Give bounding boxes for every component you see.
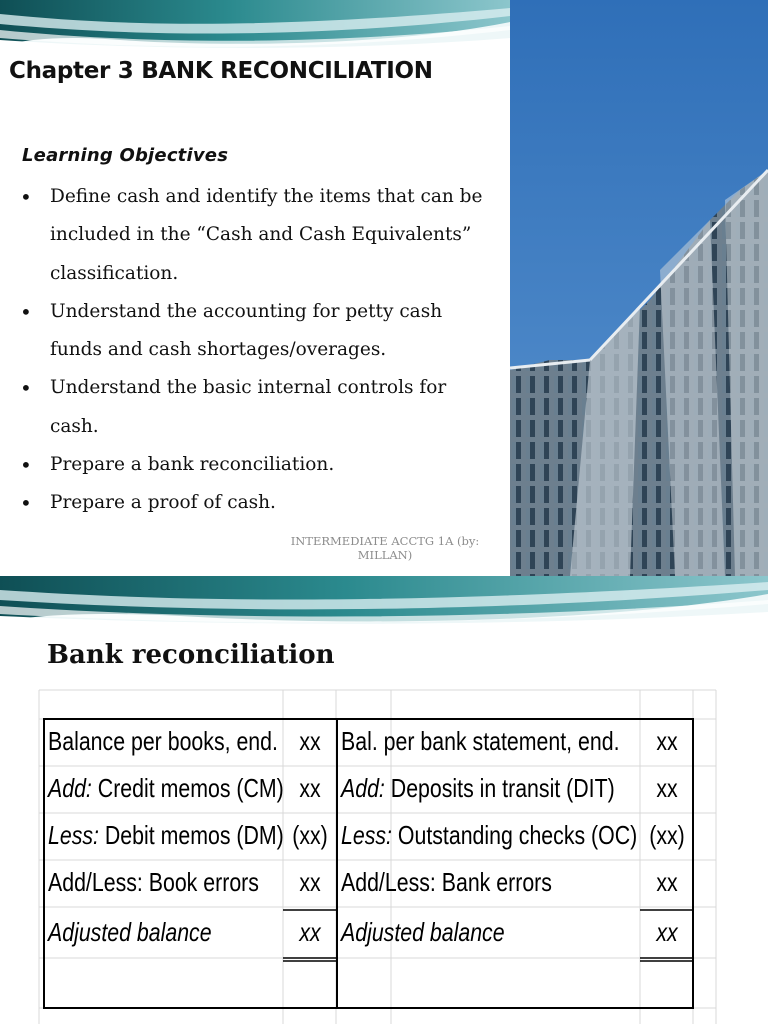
slide-bank-reconciliation xyxy=(0,576,768,1024)
books-amount: xx xyxy=(299,773,321,803)
books-amount: xx xyxy=(299,867,321,897)
list-item: • Understand the basic internal controls for cash. xyxy=(20,369,495,446)
building-photo xyxy=(510,0,768,576)
bank-amount: xx xyxy=(656,726,678,756)
list-item: • Prepare a bank reconciliation. xyxy=(20,446,495,484)
slide-footer xyxy=(280,534,490,562)
list-item: • Define cash and identify the items that can be included in the “Cash and Cash Equivalents” classification. xyxy=(20,178,495,293)
footer-line: MILLAN) xyxy=(357,548,413,562)
slide-title: Chapter 3 BANK RECONCILIATION xyxy=(9,58,433,84)
books-amount: (xx) xyxy=(292,820,328,850)
books-label: Add/Less: Book errors xyxy=(48,867,259,897)
bank-amount: xx xyxy=(656,773,678,803)
bank-label: Add: Deposits in transit (DIT) xyxy=(341,773,615,803)
books-adjusted-amount: xx xyxy=(299,917,321,947)
bank-amount: (xx) xyxy=(649,820,685,850)
slide-title: Bank reconciliation xyxy=(47,640,335,670)
bank-label: Bal. per bank statement, end. xyxy=(341,726,620,756)
bank-adjusted-amount: xx xyxy=(656,917,678,947)
objectives-list xyxy=(20,178,495,523)
books-amount: xx xyxy=(299,726,321,756)
books-label: Add: Credit memos (CM) xyxy=(48,773,284,803)
list-item: • Prepare a proof of cash. xyxy=(20,484,495,522)
books-adjusted-balance-label: Adjusted balance xyxy=(48,917,212,947)
header-wave-decoration xyxy=(0,0,510,60)
list-item: • Understand the accounting for petty cash funds and cash shortages/overages. xyxy=(20,293,495,370)
bank-label: Add/Less: Bank errors xyxy=(341,867,552,897)
books-label: Balance per books, end. xyxy=(48,726,278,756)
books-label: Less: Debit memos (DM) xyxy=(48,820,284,850)
footer-line: INTERMEDIATE ACCTG 1A (by: xyxy=(290,534,480,548)
bank-label: Less: Outstanding checks (OC) xyxy=(341,820,638,850)
bank-amount: xx xyxy=(656,867,678,897)
bank-adjusted-balance-label: Adjusted balance xyxy=(341,917,505,947)
section-heading: Learning Objectives xyxy=(22,145,229,166)
